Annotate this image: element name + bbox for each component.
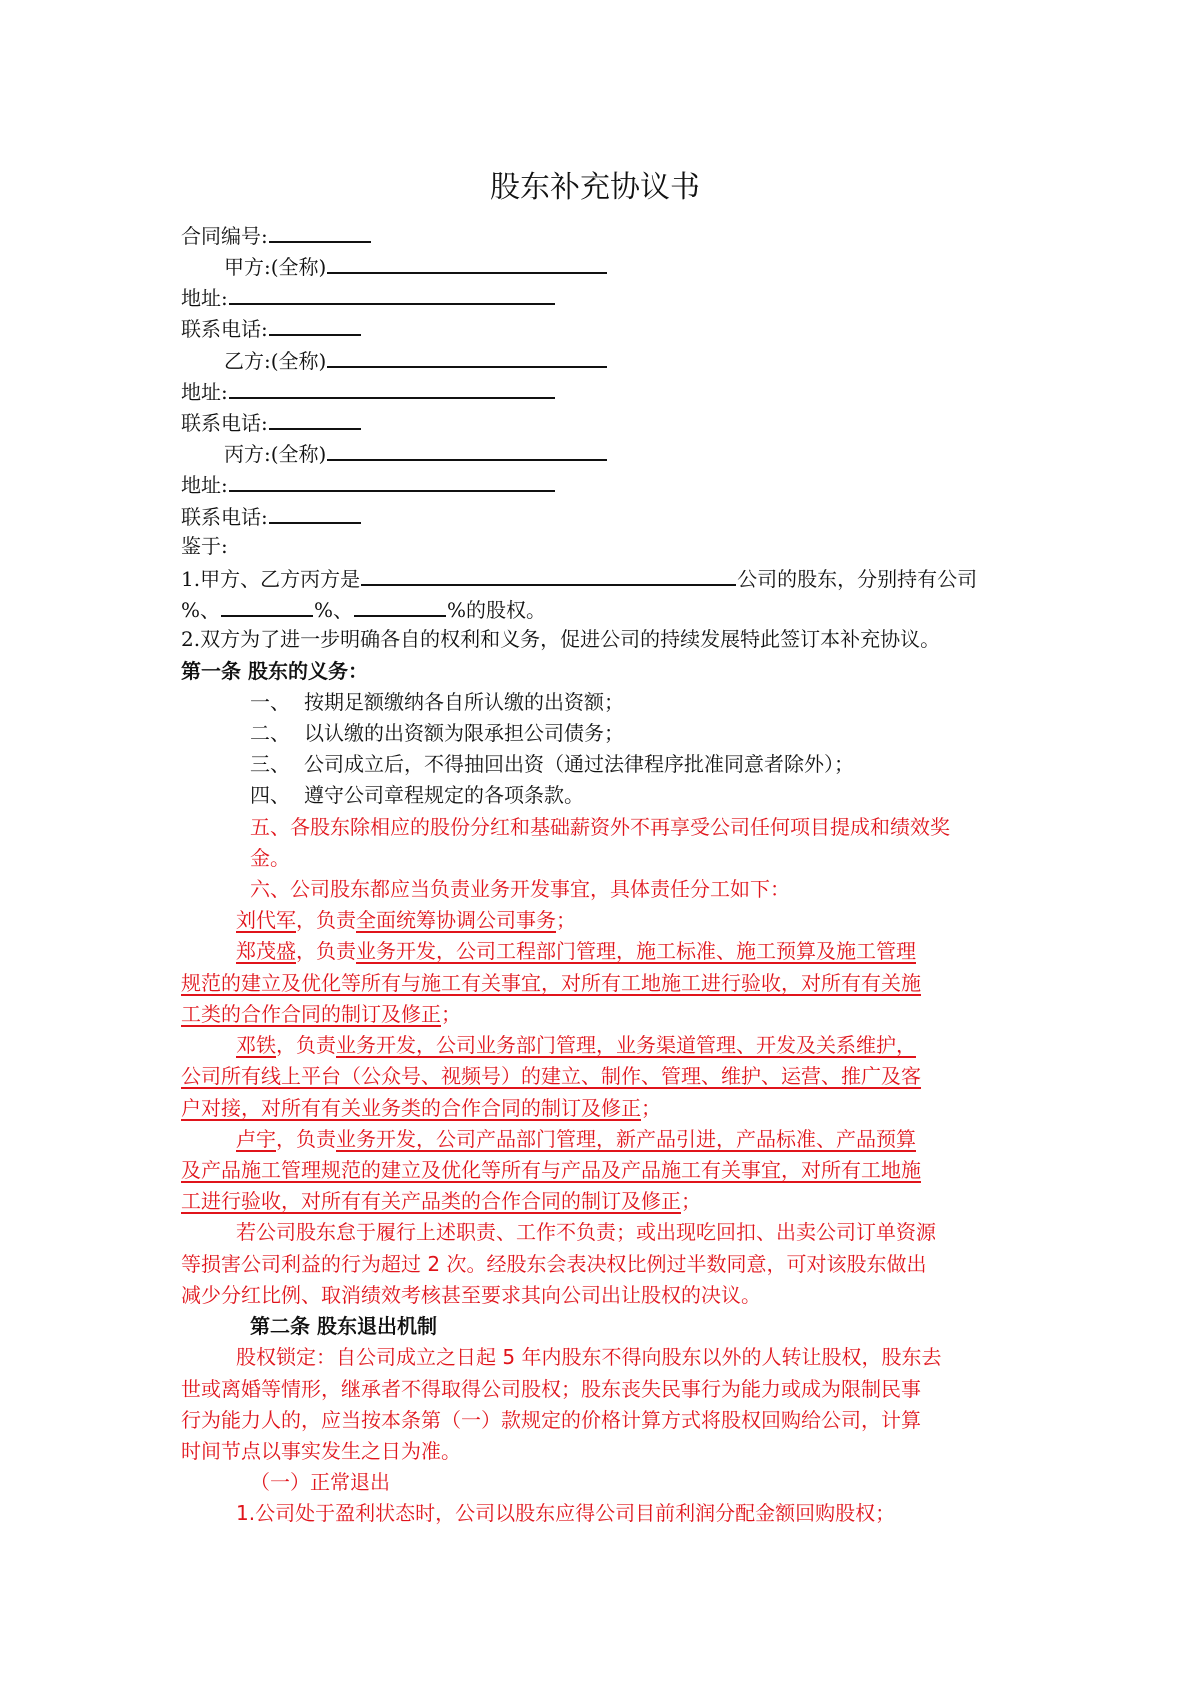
article1-item-5-line1: 五、各股东除相应的股份分红和基础薪资外不再享受公司任何项目提成和绩效奖	[250, 815, 950, 839]
duty-connector: ，负责	[276, 1127, 336, 1151]
duty-3-line1	[236, 1030, 1071, 1061]
party-a-name-blank[interactable]	[327, 250, 607, 274]
party-c-address-line	[181, 468, 1016, 501]
duty-end: ；	[556, 908, 576, 932]
whereas-item-1	[181, 562, 1016, 595]
party-c-line	[224, 437, 1059, 470]
article1-item-6: 六、公司股东都应当负责业务开发事宜，具体责任分工如下：	[250, 877, 790, 901]
party-a-phone-line	[181, 312, 1016, 345]
duty-description: 公司所有线上平台（公众号、视频号）的建立、制作、管理、维护、运营、推广及客	[181, 1064, 921, 1088]
item1-text-b: 公司的股东，分别持有公司	[737, 567, 978, 591]
article1-item-2	[250, 718, 1085, 749]
address-label: 地址:	[181, 473, 228, 497]
duty-person-name: 邓铁	[236, 1033, 276, 1057]
item-number: 四、	[250, 783, 290, 807]
phone-label: 联系电话:	[181, 411, 268, 435]
lock-line3: 行为能力人的，应当按本条第（一）款规定的价格计算方式将股权回购给公司，计算	[181, 1408, 921, 1432]
party-b-address-line	[181, 375, 1016, 408]
normal-exit-item-1: 1.公司处于盈利状态时，公司以股东应得公司目前利润分配金额回购股权；	[236, 1501, 896, 1525]
duty-3-line2	[181, 1061, 1016, 1092]
item-number: 二、	[250, 721, 290, 745]
item1-percent-a: %、	[181, 598, 221, 622]
article1-item-5-line2: 金。	[250, 846, 290, 870]
duty-2-line3	[181, 999, 1016, 1030]
party-c-name-blank[interactable]	[327, 437, 607, 461]
duty-end: ；	[441, 1002, 461, 1026]
item-number: 一、	[250, 690, 290, 714]
party-c-phone-blank[interactable]	[269, 500, 361, 524]
share-b-blank[interactable]	[221, 593, 313, 617]
duty-person-name: 刘代军	[236, 908, 296, 932]
item1-percent-c: %的股权。	[447, 598, 547, 622]
duty-3-line3	[181, 1093, 1016, 1124]
subsection-normal-exit: （一）正常退出	[250, 1470, 390, 1494]
party-b-label: 乙方:(全称)	[224, 349, 327, 373]
party-a-line	[224, 250, 1059, 283]
contract-number-label: 合同编号:	[181, 224, 268, 248]
duty-connector: ，负责	[296, 908, 356, 932]
whereas-label: 鉴于:	[181, 534, 228, 558]
contract-number-blank[interactable]	[269, 219, 371, 243]
party-a-phone-blank[interactable]	[269, 312, 361, 336]
duty-4-line1	[236, 1124, 1071, 1155]
item-text: 遵守公司章程规定的各项条款。	[304, 783, 584, 807]
duty-connector: ，负责	[276, 1033, 336, 1057]
duty-description: 户对接，对所有有关业务类的合作合同的制订及修正	[181, 1096, 641, 1120]
item1-percent-b: %、	[314, 598, 354, 622]
duty-person-name: 卢宇	[236, 1127, 276, 1151]
item-text: 以认缴的出资额为限承担公司债务；	[304, 721, 624, 745]
penalty-line1: 若公司股东怠于履行上述职责、工作不负责；或出现吃回扣、出卖公司订单资源	[236, 1220, 936, 1244]
party-c-address-blank[interactable]	[229, 468, 555, 492]
item-text: 按期足额缴纳各自所认缴的出资额；	[304, 690, 624, 714]
duty-description: 工进行验收，对所有有关产品类的合作合同的制订及修正	[181, 1189, 681, 1213]
address-label: 地址:	[181, 380, 228, 404]
penalty-line2: 等损害公司利益的行为超过 2 次。经股东会表决权比例过半数同意，可对该股东做出	[181, 1252, 927, 1276]
party-a-address-blank[interactable]	[229, 281, 555, 305]
duty-description: 规范的建立及优化等所有与施工有关事宜，对所有工地施工进行验收，对所有有关施	[181, 971, 921, 995]
duty-4-line3	[181, 1186, 1016, 1217]
party-b-address-blank[interactable]	[229, 375, 555, 399]
duty-description: 业务开发，公司业务部门管理，业务渠道管理、开发及关系维护，	[336, 1033, 916, 1057]
duty-4-line2	[181, 1155, 1016, 1186]
party-c-label: 丙方:(全称)	[224, 442, 327, 466]
party-b-phone-blank[interactable]	[269, 406, 361, 430]
party-b-phone-line	[181, 406, 1016, 439]
phone-label: 联系电话:	[181, 505, 268, 529]
lock-line4: 时间节点以事实发生之日为准。	[181, 1439, 461, 1463]
duty-2-line2	[181, 968, 1016, 999]
duty-2-line1	[236, 936, 1071, 967]
document-title: 股东补充协议书	[490, 170, 700, 205]
item1-text-a: 1.甲方、乙方丙方是	[181, 567, 361, 591]
duty-end: ；	[641, 1096, 661, 1120]
duty-description: 业务开发，公司工程部门管理，施工标准、施工预算及施工管理	[356, 939, 916, 963]
penalty-line3: 减少分红比例、取消绩效考核甚至要求其向公司出让股权的决议。	[181, 1283, 761, 1307]
duty-connector: ，负责	[296, 939, 356, 963]
article1-item-3	[250, 749, 1085, 780]
duty-description: 业务开发，公司产品部门管理，新产品引进，产品标准、产品预算	[336, 1127, 916, 1151]
whereas-item-1-cont	[181, 593, 1016, 626]
share-c-blank[interactable]	[354, 593, 446, 617]
duty-1	[236, 905, 1071, 936]
article1-heading: 第一条 股东的义务：	[181, 659, 368, 683]
item-text: 公司成立后，不得抽回出资（通过法律程序批准同意者除外）；	[304, 752, 854, 776]
contract-number-line	[181, 219, 1016, 252]
party-c-phone-line	[181, 500, 1016, 533]
company-name-blank[interactable]	[361, 562, 736, 586]
whereas-item-2: 2.双方为了进一步明确各自的权利和义务，促进公司的持续发展特此签订本补充协议。	[181, 627, 941, 651]
article2-heading: 第二条 股东退出机制	[250, 1314, 437, 1338]
duty-description: 及产品施工管理规范的建立及优化等所有与产品及产品施工有关事宜，对所有工地施	[181, 1158, 921, 1182]
phone-label: 联系电话:	[181, 317, 268, 341]
lock-line2: 世或离婚等情形，继承者不得取得公司股权；股东丧失民事行为能力或成为限制民事	[181, 1377, 921, 1401]
article1-item-4	[250, 780, 1085, 811]
duty-description: 全面统筹协调公司事务	[356, 908, 556, 932]
party-b-line	[224, 344, 1059, 377]
lock-line1: 股权锁定：自公司成立之日起 5 年内股东不得向股东以外的人转让股权，股东去	[236, 1345, 942, 1369]
duty-person-name: 郑茂盛	[236, 939, 296, 963]
article1-item-1	[250, 687, 1085, 718]
party-b-name-blank[interactable]	[327, 344, 607, 368]
party-a-label: 甲方:(全称)	[224, 255, 327, 279]
item-number: 三、	[250, 752, 290, 776]
duty-description: 工类的合作合同的制订及修正	[181, 1002, 441, 1026]
address-label: 地址:	[181, 286, 228, 310]
duty-end: ；	[681, 1189, 701, 1213]
party-a-address-line	[181, 281, 1016, 314]
